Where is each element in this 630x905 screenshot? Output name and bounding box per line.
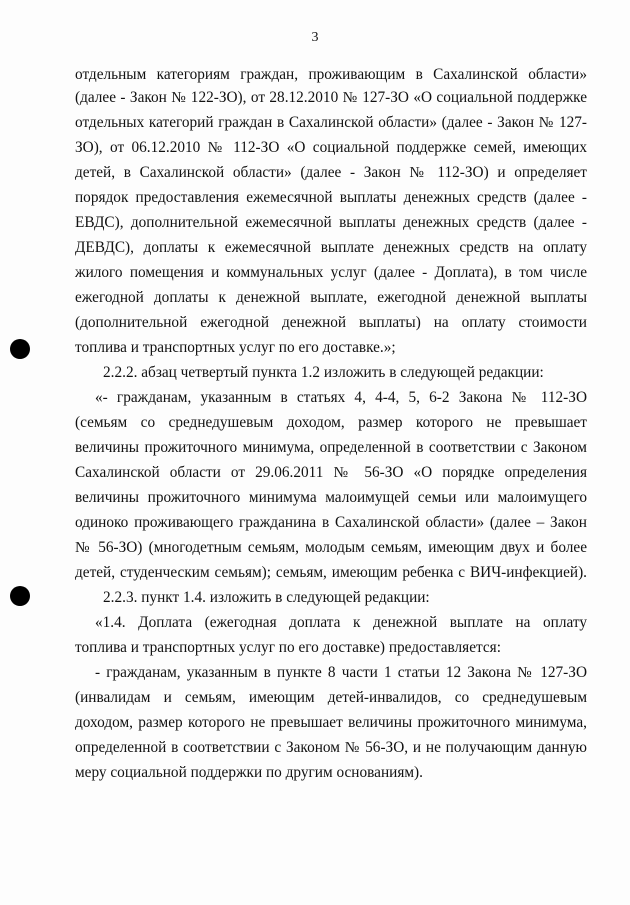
text-line: (дополнительной ежегодной денежной выплаты) на оплату стоимости xyxy=(75,314,587,331)
text-line: (инвалидам и семьям, имеющим детей-инвалидов, со среднедушевым xyxy=(75,689,587,706)
text-line: ЗО), от 06.12.2010 № 112-ЗО «О социальной поддержке семей, имеющих xyxy=(75,139,587,156)
text-line: (семьям со среднедушевым доходом, размер которого не превышает xyxy=(75,414,587,431)
text-line: одиноко проживающего гражданина в Сахалинской области» (далее – Закон xyxy=(75,514,587,531)
text-line: ДЕВДС), доплаты к ежемесячной выплате денежных средств на оплату xyxy=(75,239,587,256)
text-line: Сахалинской области от 29.06.2011 № 56-ЗО «О порядке определения xyxy=(75,464,587,481)
text-line: - гражданам, указанным в пункте 8 части 1 статьи 12 Закона № 127-ЗО xyxy=(95,664,587,681)
text-line: отдельным категориям граждан, проживающим в Сахалинской области» xyxy=(75,66,587,83)
text-line: № 56-ЗО) (многодетным семьям, молодым семьям, имеющим двух и более xyxy=(75,539,587,556)
text-line: ЕВДС), дополнительной ежемесячной выплаты денежных средств (далее - xyxy=(75,214,587,231)
binder-hole-bottom xyxy=(10,586,30,606)
text-line: величины прожиточного минимума малоимущей семьи или малоимущего xyxy=(75,489,587,506)
text-line: детей, студенческим семьям); семьям, имеющим ребенка с ВИЧ-инфекцией). xyxy=(75,564,587,581)
text-line: жилого помещения и коммунальных услуг (далее - Доплата), в том числе xyxy=(75,264,587,281)
text-line: меру социальной поддержки по другим основаниям). xyxy=(75,764,423,781)
text-line: определенной в соответствии с Законом № 56-ЗО, и не получающим данную xyxy=(75,739,587,756)
text-line: «1.4. Доплата (ежегодная доплата к денежной выплате на оплату xyxy=(95,614,587,631)
binder-hole-top xyxy=(10,339,30,359)
text-line: (далее - Закон № 122-ЗО), от 28.12.2010 № 127-ЗО «О социальной поддержке xyxy=(75,89,587,106)
text-line: детей, в Сахалинской области» (далее - Закон № 112-ЗО) и определяет xyxy=(75,164,587,181)
paragraph-heading: 2.2.3. пункт 1.4. изложить в следующей редакции: xyxy=(103,589,430,606)
text-line: ежегодной доплаты к денежной выплате, ежегодной денежной выплаты xyxy=(75,289,587,306)
text-line: «- гражданам, указанным в статьях 4, 4-4, 5, 6-2 Закона № 112-ЗО xyxy=(95,389,587,406)
text-line: величины прожиточного минимума, определенной в соответствии с Законом xyxy=(75,439,587,456)
text-line: отдельных категорий граждан в Сахалинской области» (далее - Закон № 127- xyxy=(75,114,587,131)
paragraph-heading: 2.2.2. абзац четвертый пункта 1.2 изложить в следующей редакции: xyxy=(103,364,544,381)
text-line: доходом, размер которого не превышает величины прожиточного минимума, xyxy=(75,714,587,731)
page-number: 3 xyxy=(311,30,319,45)
text-line: топлива и транспортных услуг по его доставке.»; xyxy=(75,339,396,356)
text-line: топлива и транспортных услуг по его доставке) предоставляется: xyxy=(75,639,501,656)
text-line: порядок предоставления ежемесячной выплаты денежных средств (далее - xyxy=(75,189,587,206)
